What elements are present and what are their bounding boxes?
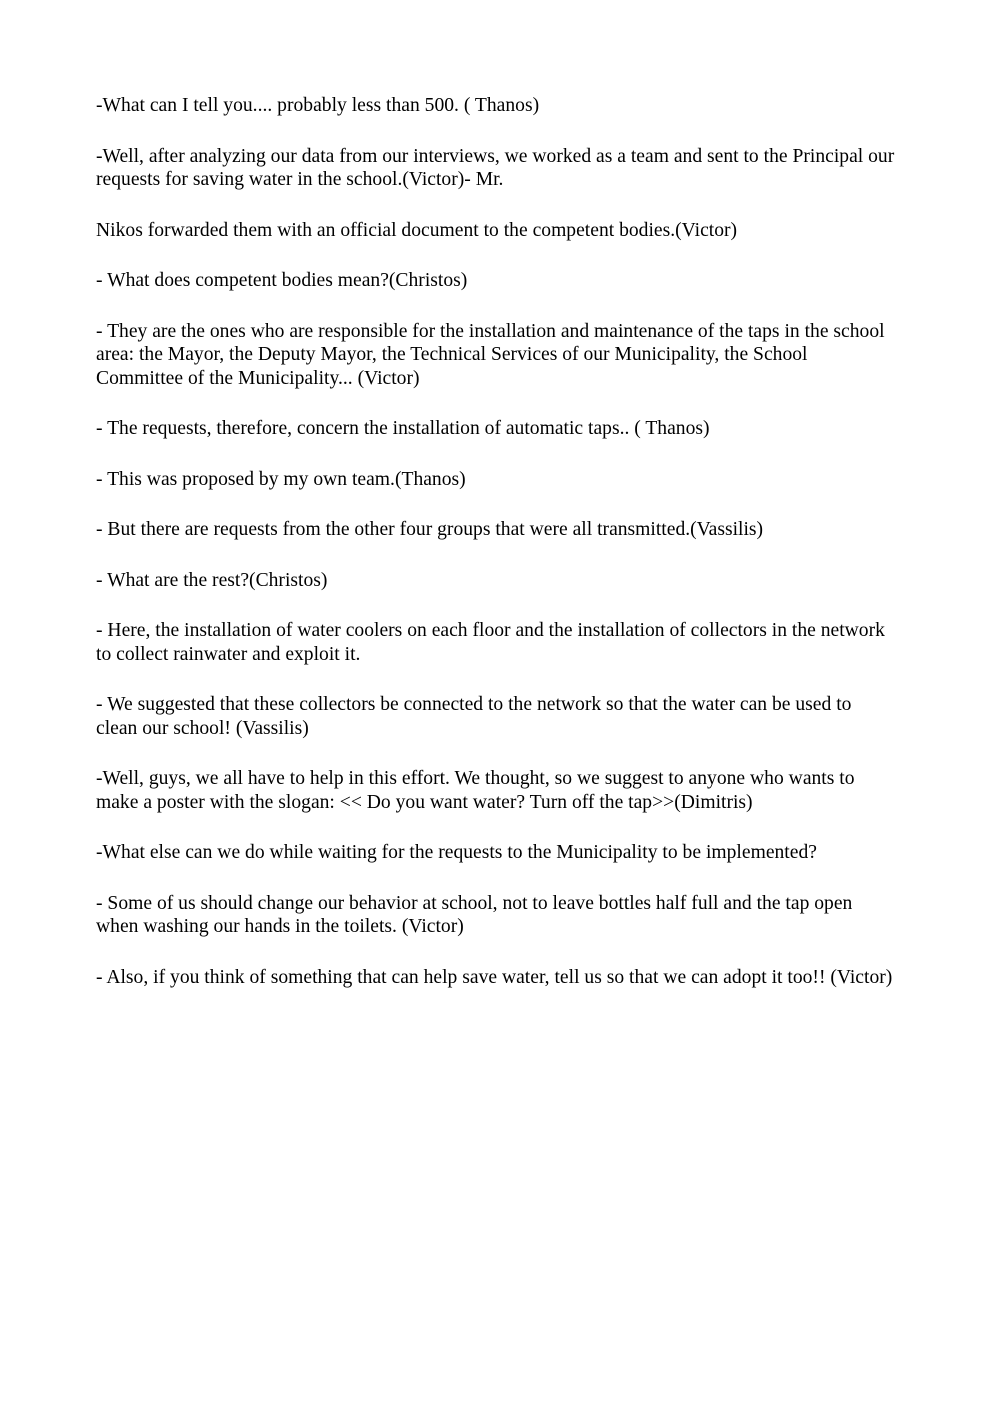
paragraph: - This was proposed by my own team.(Thanos) — [96, 468, 466, 490]
paragraph: - They are the ones who are responsible for the installation and maintenance of the taps in the school area: the Mayor, the Deputy Mayor, the Technical Services of our Municipality, the School Committee of the Municipality... (Victor) — [96, 320, 885, 389]
paragraph: - Also, if you think of something that can help save water, tell us so that we can adopt it too!! (Victor) — [96, 966, 893, 988]
paragraph: -Well, guys, we all have to help in this effort. We thought, so we suggest to anyone who wants to make a poster with the slogan: << Do you want water? Turn off the tap>>(Dimitris) — [96, 768, 855, 813]
paragraph: - What does competent bodies mean?(Christos) — [96, 270, 468, 291]
paragraph: -What else can we do while waiting for the requests to the Municipality to be implemented? — [96, 842, 817, 863]
paragraph: - Some of us should change our behavior at school, not to leave bottles half full and the tap open when washing our hands in the toilets. (Victor) — [96, 892, 853, 937]
paragraph: - But there are requests from the other four groups that were all transmitted.(Vassilis) — [96, 519, 764, 540]
paragraph: Nikos forwarded them with an official document to the competent bodies.(Victor) — [96, 219, 738, 241]
paragraph: - The requests, therefore, concern the installation of automatic taps.. ( Thanos) — [96, 418, 710, 439]
paragraph: - What are the rest?(Christos) — [96, 569, 328, 591]
paragraph: -Well, after analyzing our data from our interviews, we worked as a team and sent to the Principal our requests for saving water in the school.(Victor)- Mr. — [96, 145, 895, 190]
paragraph: - Here, the installation of water coolers on each floor and the installation of collectors in the network to collect rainwater and exploit it. — [96, 620, 885, 665]
paragraph: -What can I tell you.... probably less than 500. ( Thanos) — [96, 95, 540, 116]
paragraph: - We suggested that these collectors be connected to the network so that the water can be used to clean our school! (Vassilis) — [96, 694, 852, 739]
document-body — [96, 94, 896, 1016]
